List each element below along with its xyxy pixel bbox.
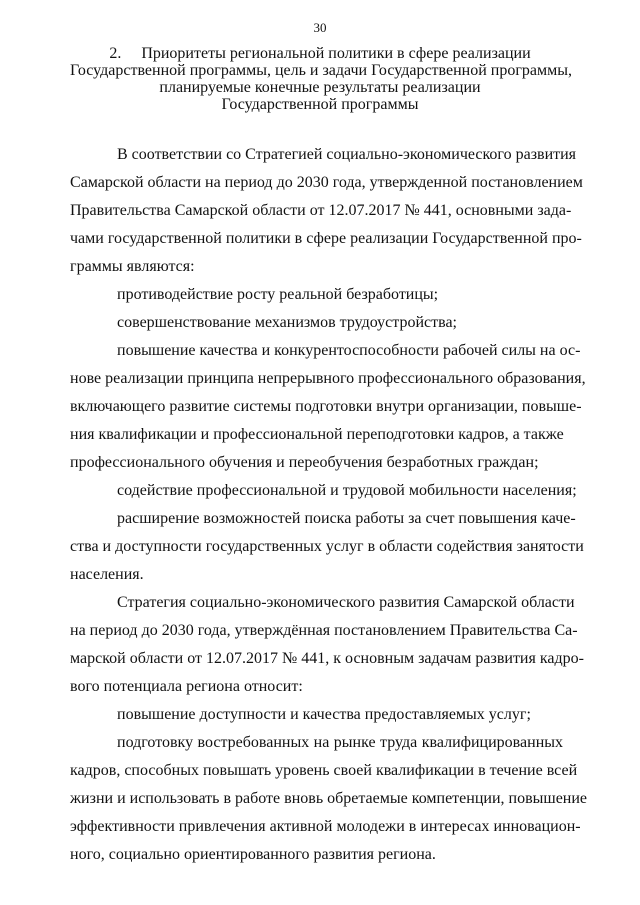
text-line: кадров, способных повышать уровень своей квалификации в течение всей xyxy=(70,762,578,779)
text-line: В соответствии со Стратегией социально-экономического развития xyxy=(117,146,577,163)
section-heading xyxy=(70,45,573,113)
text-line: подготовку востребованных на рынке труда квалифицированных xyxy=(117,734,563,751)
heading-line: 2. Приоритеты региональной политики в сфере реализации xyxy=(109,45,531,62)
heading-line: Государственной программы xyxy=(221,96,419,113)
list-item xyxy=(70,477,577,505)
text-line: чами государственной политики в сфере реализации Государственной про- xyxy=(70,230,582,247)
text-line: совершенствование механизмов трудоустройства; xyxy=(117,314,457,331)
text-line: расширение возможностей поиска работы за счет повышения каче- xyxy=(117,510,576,527)
paragraph-strategy-intro xyxy=(70,141,583,281)
text-line: содействие профессиональной и трудовой мобильности населения; xyxy=(117,482,577,499)
text-line: нове реализации принципа непрерывного профессионального образования, xyxy=(70,370,586,387)
text-line: эффективности привлечения активной молодежи в интересах инновацион- xyxy=(70,818,581,835)
text-line: на период до 2030 года, утверждённая постановлением Правительства Са- xyxy=(70,622,578,639)
text-line: Стратегия социально-экономического развития Самарской области xyxy=(117,594,575,611)
text-line: противодействие росту реальной безработицы; xyxy=(117,286,439,303)
text-line: Правительства Самарской области от 12.07.2017 № 441, основными зада- xyxy=(70,202,572,219)
text-line: ства и доступности государственных услуг в области содействия занятости xyxy=(70,538,584,555)
list-item xyxy=(70,337,586,477)
text-line: ного, социально ориентированного развития региона. xyxy=(70,846,436,863)
text-line: повышение качества и конкурентоспособности рабочей силы на ос- xyxy=(117,342,581,359)
page-number: 30 xyxy=(313,20,327,35)
text-line: марской области от 12.07.2017 № 441, к основным задачам развития кадро- xyxy=(70,650,584,667)
list-item xyxy=(70,701,563,729)
list-item xyxy=(70,729,588,869)
text-line: населения. xyxy=(70,566,144,583)
text-line: граммы являются: xyxy=(70,258,195,275)
text-line: повышение доступности и качества предоставляемых услуг; xyxy=(117,706,531,723)
text-line: ния квалификации и профессиональной переподготовки кадров, а также xyxy=(70,426,564,443)
heading-line: Государственной программы, цель и задачи Государственной программы, xyxy=(70,62,573,79)
list-item xyxy=(70,281,563,309)
paragraph-personnel-tasks xyxy=(70,589,584,701)
list-item xyxy=(70,309,563,337)
text-line: включающего развитие системы подготовки внутри организации, повыше- xyxy=(70,398,582,415)
heading-line: планируемые конечные результаты реализации xyxy=(159,79,481,96)
text-line: вого потенциала региона относит: xyxy=(70,678,303,695)
text-line: жизни и использовать в работе вновь обретаемые компетенции, повышение xyxy=(70,790,588,807)
document-body xyxy=(70,141,588,869)
text-line: Самарской области на период до 2030 года, утвержденной постановлением xyxy=(70,174,583,191)
text-line: профессионального обучения и переобучения безработных граждан; xyxy=(70,454,539,471)
list-item xyxy=(70,505,584,589)
